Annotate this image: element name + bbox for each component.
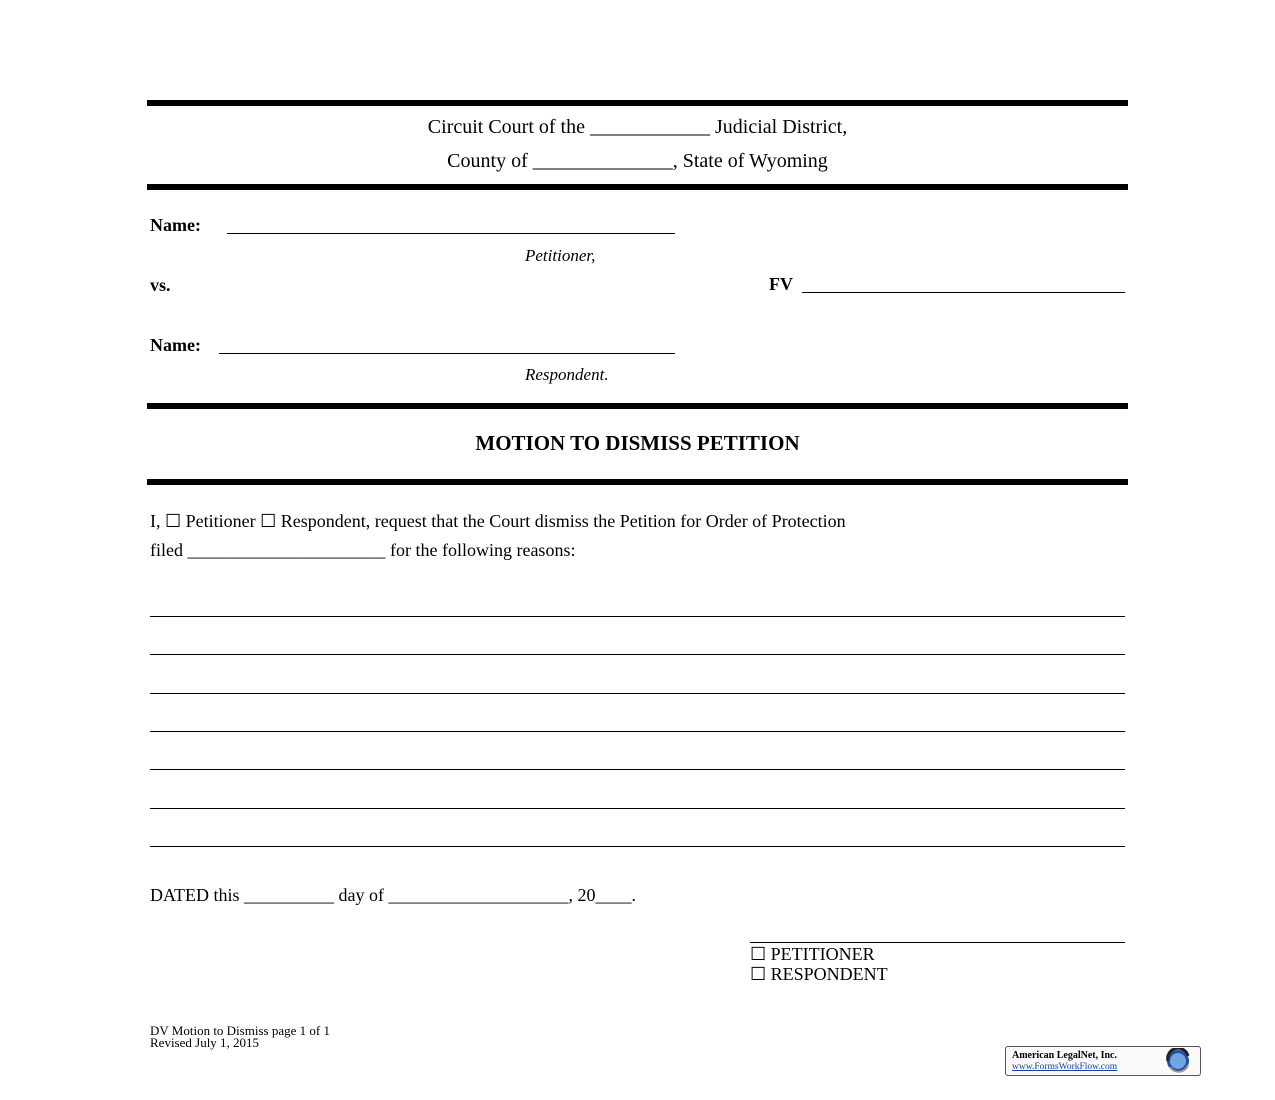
reason-line[interactable] xyxy=(150,846,1125,847)
legalnet-logo xyxy=(1005,1046,1201,1076)
vs-label: vs. xyxy=(150,275,171,295)
caption-bottom-rule xyxy=(147,184,1128,190)
top-rule xyxy=(147,100,1128,106)
logo-company-name: American LegalNet, Inc. xyxy=(1012,1050,1117,1061)
respondent-name-label: Name: xyxy=(150,335,201,355)
parties-bottom-rule xyxy=(147,403,1128,409)
request-statement: I, ☐ Petitioner ☐ Respondent, request that the Court dismiss the Petition for Order of Protection xyxy=(150,511,846,531)
logo-url-link[interactable]: www.FormsWorkFlow.com xyxy=(1012,1062,1118,1072)
respondent-name-field[interactable] xyxy=(219,353,675,354)
reason-line[interactable] xyxy=(150,769,1125,770)
petitioner-name-label: Name: xyxy=(150,215,201,235)
respondent-label: Respondent. xyxy=(525,365,609,384)
case-number-prefix: FV xyxy=(769,274,793,294)
reason-line[interactable] xyxy=(150,731,1125,732)
reason-line[interactable] xyxy=(150,693,1125,694)
signature-line[interactable] xyxy=(750,942,1125,943)
petitioner-name-field[interactable] xyxy=(227,233,675,234)
case-number-field[interactable] xyxy=(802,292,1125,293)
document-title: MOTION TO DISMISS PETITION xyxy=(475,431,800,455)
dated-line: DATED this __________ day of ____________________, 20____. xyxy=(150,885,636,905)
footer-form-name: DV Motion to Dismiss page 1 of 1 xyxy=(150,1023,330,1038)
petitioner-label: Petitioner, xyxy=(525,246,596,265)
court-caption-line-2: County of ______________, State of Wyoming xyxy=(447,150,828,172)
reason-line[interactable] xyxy=(150,654,1125,655)
filed-date-statement: filed ______________________ for the following reasons: xyxy=(150,540,576,560)
title-bottom-rule xyxy=(147,479,1128,485)
globe-icon xyxy=(1160,1048,1196,1074)
signer-option-petitioner[interactable]: ☐ PETITIONER xyxy=(750,944,875,964)
signer-option-respondent[interactable]: ☐ RESPONDENT xyxy=(750,964,888,984)
footer-revision-date: Revised July 1, 2015 xyxy=(150,1035,260,1050)
court-caption-line-1: Circuit Court of the ____________ Judicial District, xyxy=(427,116,848,138)
reason-line[interactable] xyxy=(150,808,1125,809)
reason-line[interactable] xyxy=(150,616,1125,617)
